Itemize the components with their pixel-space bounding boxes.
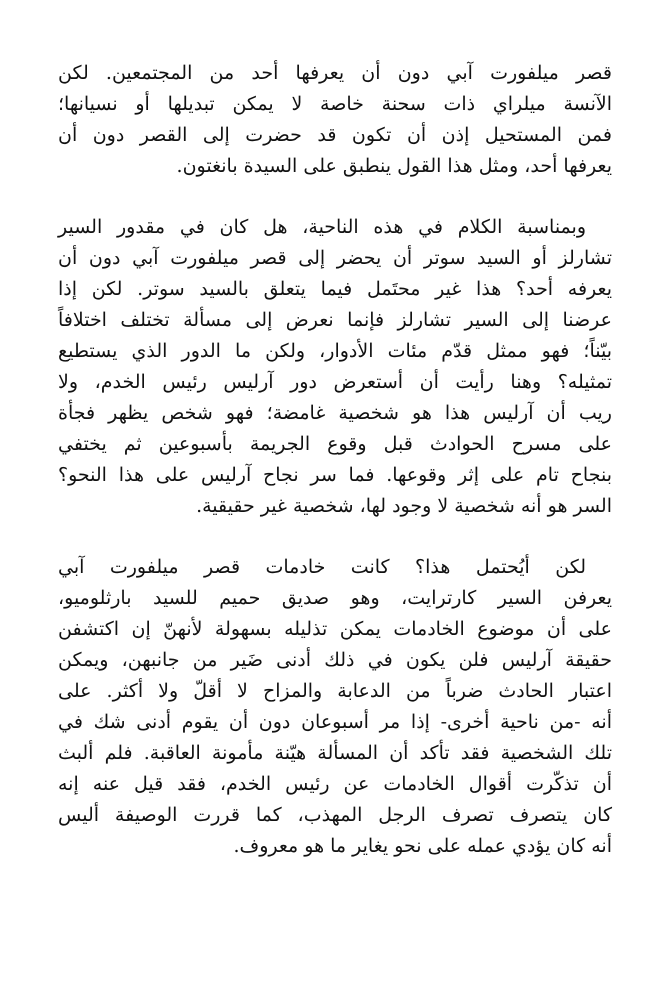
- text-line: تمثيله؟ وهنا رأيت أن أستعرض دور آرليس رئيس الخدم، ولا: [58, 371, 612, 393]
- text-line: أن تذكّرت أقوال الخادمات عن رئيس الخدم، فقد قيل عنه إنه: [58, 773, 612, 795]
- text-line: قصر ميلفورت آبي دون أن يعرفها أحد من المجتمعين. لكن: [58, 62, 612, 84]
- text-line: وبمناسبة الكلام في هذه الناحية، هل كان في مقدور السير: [58, 216, 586, 238]
- book-page: [58, 58, 612, 862]
- paragraph-gap: [58, 182, 612, 212]
- text-line: بيّناً؛ فهو ممثل قدّم مئات الأدوار، ولكن ما الدور الذي يستطيع: [58, 340, 612, 362]
- text-line: اعتبار الحادث ضرباً من الدعابة والمزاح لا أقلّ ولا أكثر. على: [58, 680, 612, 702]
- paragraph-3: [58, 552, 612, 862]
- text-line: فمن المستحيل إذن أن تكون قد حضرت إلى القصر دون أن: [58, 124, 612, 146]
- text-line: كان يتصرف تصرف الرجل المهذب، كما قررت الوصيفة أليس: [58, 804, 612, 826]
- text-line: الآنسة ميلراي ذات سحنة خاصة لا يمكن تبديلها أو نسيانها؛: [58, 93, 612, 115]
- text-line: لكن أيُحتمل هذا؟ كانت خادمات قصر ميلفورت آبي: [58, 556, 586, 578]
- text-line: ريب أن آرليس هذا هو شخصية غامضة؛ فهو شخص يظهر فجأة: [58, 402, 612, 424]
- text-line: يعرفه أحد؟ هذا غير محتَمل فيما يتعلق بالسيد سوتر. لكن إذا: [58, 278, 612, 300]
- text-line: يعرفن السير كارترايت، وهو صديق حميم للسيد بارثلوميو،: [58, 587, 612, 609]
- text-line: حقيقة آرليس فلن يكون في ذلك أدنى ضَير من جانبهن، ويمكن: [58, 649, 612, 671]
- paragraph-1: [58, 58, 612, 182]
- text-line: تلك الشخصية فقد تأكد أن المسألة هيّنة مأمونة العاقبة. فلم ألبث: [58, 742, 612, 764]
- text-line: عرضنا إلى السير تشارلز فإنما نعرض إلى مسألة تختلف اختلافاً: [58, 309, 612, 331]
- text-line: السر هو أنه شخصية لا وجود لها، شخصية غير حقيقية.: [196, 495, 612, 517]
- text-line: أنه -من ناحية أخرى- إذا مر أسبوعان دون أن يقوم أدنى شك في: [58, 711, 612, 733]
- text-line: يعرفها أحد، ومثل هذا القول ينطبق على السيدة بانغتون.: [176, 155, 612, 177]
- text-line: أنه كان يؤدي عمله على نحو يغاير ما هو معروف.: [233, 835, 612, 857]
- paragraph-2: [58, 212, 612, 522]
- text-line: بنجاح تام على إثر وقوعها. فما سر نجاح آرليس على هذا النحو؟: [58, 464, 612, 486]
- text-line: على مسرح الحوادث قبل وقوع الجريمة بأسبوعين ثم يختفي: [58, 433, 612, 455]
- text-line: على أن موضوع الخادمات يمكن تذليله بسهولة لأنهنّ إن اكتشفن: [58, 618, 612, 640]
- text-line: تشارلز أو السيد سوتر أن يحضر إلى قصر ميلفورت آبي دون أن: [58, 247, 612, 269]
- paragraph-gap: [58, 522, 612, 552]
